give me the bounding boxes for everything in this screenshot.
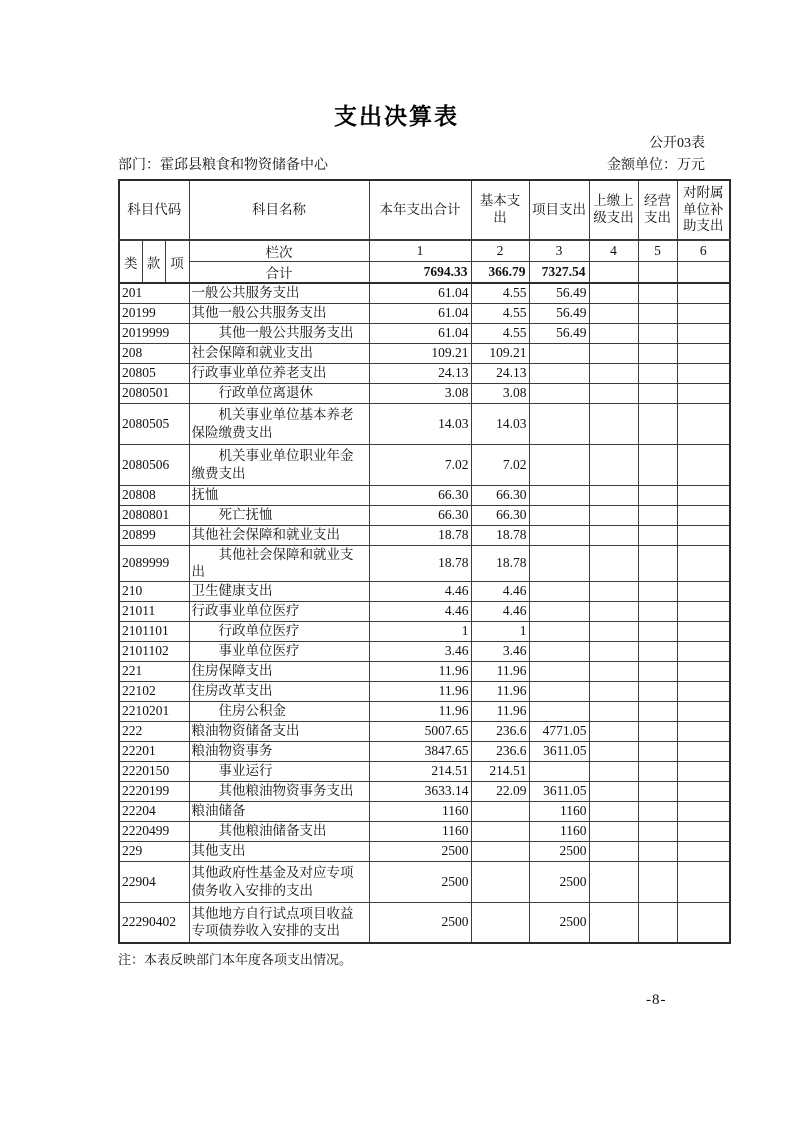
value-cell [589, 761, 638, 781]
table-row [119, 283, 730, 303]
value-cell: 24.13 [369, 363, 471, 383]
value-cell: 2500 [529, 861, 589, 902]
subject-code-cell: 22201 [119, 741, 189, 761]
value-cell [638, 721, 677, 741]
value-cell: 14.03 [369, 403, 471, 444]
page-title: 支出决算表 [334, 103, 459, 129]
table-number-label: 公开03表 [649, 136, 705, 151]
subject-code-cell: 20899 [119, 525, 189, 545]
table-row [119, 841, 730, 861]
total-value: 7694.33 [369, 262, 471, 284]
subject-name-cell: 其他一般公共服务支出 [189, 303, 369, 323]
meta-row [118, 156, 729, 176]
value-cell [589, 821, 638, 841]
subject-name-cell: 其他一般公共服务支出 [189, 323, 369, 343]
value-cell [677, 581, 730, 601]
value-cell: 11.96 [471, 681, 529, 701]
value-cell [677, 681, 730, 701]
value-cell [677, 781, 730, 801]
value-cell: 2500 [369, 902, 471, 943]
value-cell [677, 485, 730, 505]
table-row [119, 801, 730, 821]
value-cell: 2500 [369, 841, 471, 861]
value-cell [677, 741, 730, 761]
value-cell [589, 581, 638, 601]
value-cell [638, 861, 677, 902]
subject-name-cell: 其他粮油物资事务支出 [189, 781, 369, 801]
value-cell [638, 505, 677, 525]
value-cell [638, 581, 677, 601]
value-cell: 3611.05 [529, 741, 589, 761]
value-cell [677, 721, 730, 741]
subject-code-cell: 2220150 [119, 761, 189, 781]
subject-code-cell: 20199 [119, 303, 189, 323]
value-cell [638, 681, 677, 701]
value-cell [677, 283, 730, 303]
value-cell [529, 621, 589, 641]
table-row [119, 363, 730, 383]
subject-code-cell: 22290402 [119, 902, 189, 943]
header-col-number: 5 [638, 240, 677, 262]
value-cell: 61.04 [369, 303, 471, 323]
value-cell: 18.78 [369, 525, 471, 545]
total-label: 合计 [189, 262, 369, 284]
value-cell [677, 525, 730, 545]
subject-name-cell: 卫生健康支出 [189, 581, 369, 601]
header-subject-name: 科目名称 [189, 180, 369, 240]
value-cell [638, 343, 677, 363]
subject-code-cell: 20805 [119, 363, 189, 383]
value-cell [589, 681, 638, 701]
header-subject-code: 科目代码 [119, 180, 189, 240]
value-cell [529, 343, 589, 363]
value-cell [471, 861, 529, 902]
table-row [119, 741, 730, 761]
table-row [119, 383, 730, 403]
value-cell [677, 902, 730, 943]
subject-name-cell: 事业单位医疗 [189, 641, 369, 661]
table-row [119, 323, 730, 343]
value-cell: 4.46 [471, 581, 529, 601]
value-cell: 1160 [369, 801, 471, 821]
subject-name-cell: 其他政府性基金及对应专项债务收入安排的支出 [189, 861, 369, 902]
subject-code-cell: 210 [119, 581, 189, 601]
value-cell [638, 902, 677, 943]
value-cell [638, 841, 677, 861]
value-cell: 236.6 [471, 721, 529, 741]
department-label: 部门：霍邱县粮食和物资储备中心 [118, 158, 328, 173]
page-number: -8- [646, 992, 667, 1008]
unit-label: 金额单位：万元 [607, 158, 705, 173]
value-cell: 3.46 [471, 641, 529, 661]
value-cell [638, 741, 677, 761]
value-cell [589, 861, 638, 902]
table-row [119, 485, 730, 505]
value-cell: 18.78 [471, 545, 529, 581]
footnote: 注：本表反映部门本年度各项支出情况。 [118, 952, 353, 968]
value-cell [638, 661, 677, 681]
table-row [119, 641, 730, 661]
value-cell: 5007.65 [369, 721, 471, 741]
value-cell [589, 801, 638, 821]
table-row [119, 545, 730, 581]
table-row [119, 505, 730, 525]
header-total-expenditure: 本年支出合计 [369, 180, 471, 240]
value-cell: 4.55 [471, 323, 529, 343]
subject-code-cell: 229 [119, 841, 189, 861]
value-cell [589, 444, 638, 485]
value-cell: 3.08 [471, 383, 529, 403]
value-cell [677, 323, 730, 343]
value-cell [677, 821, 730, 841]
value-cell [589, 701, 638, 721]
value-cell: 1 [369, 621, 471, 641]
value-cell [529, 545, 589, 581]
value-cell: 4.55 [471, 303, 529, 323]
header-col-number: 4 [589, 240, 638, 262]
value-cell [589, 525, 638, 545]
value-cell [638, 323, 677, 343]
value-cell: 66.30 [369, 505, 471, 525]
value-cell: 11.96 [369, 661, 471, 681]
value-cell: 4.46 [471, 601, 529, 621]
value-cell [529, 661, 589, 681]
value-cell: 18.78 [471, 525, 529, 545]
subject-name-cell: 事业运行 [189, 761, 369, 781]
value-cell [529, 383, 589, 403]
header-col-number: 2 [471, 240, 529, 262]
subject-code-cell: 2080501 [119, 383, 189, 403]
value-cell [638, 403, 677, 444]
value-cell [638, 821, 677, 841]
table-row [119, 701, 730, 721]
value-cell: 14.03 [471, 403, 529, 444]
value-cell [589, 721, 638, 741]
subject-name-cell: 其他社会保障和就业支出 [189, 545, 369, 581]
value-cell [677, 303, 730, 323]
value-cell [589, 323, 638, 343]
value-cell [589, 545, 638, 581]
subject-code-cell: 20808 [119, 485, 189, 505]
value-cell [638, 383, 677, 403]
subject-name-cell: 住房公积金 [189, 701, 369, 721]
subject-code-cell: 2220199 [119, 781, 189, 801]
subject-code-cell: 22102 [119, 681, 189, 701]
subject-name-cell: 住房保障支出 [189, 661, 369, 681]
value-cell [589, 505, 638, 525]
header-operating-expenditure: 经营支出 [638, 180, 677, 240]
value-cell: 61.04 [369, 283, 471, 303]
value-cell [677, 761, 730, 781]
table-row [119, 821, 730, 841]
table-row [119, 902, 730, 943]
value-cell: 2500 [529, 902, 589, 943]
header-col-number: 1 [369, 240, 471, 262]
value-cell [677, 505, 730, 525]
value-cell: 7.02 [471, 444, 529, 485]
subject-name-cell: 其他地方自行试点项目收益专项债券收入安排的支出 [189, 902, 369, 943]
value-cell [677, 801, 730, 821]
value-cell [638, 601, 677, 621]
value-cell: 66.30 [471, 485, 529, 505]
value-cell [638, 283, 677, 303]
subject-name-cell: 其他支出 [189, 841, 369, 861]
value-cell: 4771.05 [529, 721, 589, 741]
subject-code-cell: 22904 [119, 861, 189, 902]
value-cell [677, 545, 730, 581]
value-cell [589, 841, 638, 861]
value-cell [677, 861, 730, 902]
subject-code-cell: 201 [119, 283, 189, 303]
total-value: 7327.54 [529, 262, 589, 284]
value-cell [589, 363, 638, 383]
value-cell: 4.46 [369, 601, 471, 621]
value-cell [529, 581, 589, 601]
value-cell [589, 601, 638, 621]
value-cell: 61.04 [369, 323, 471, 343]
value-cell [529, 403, 589, 444]
subject-name-cell: 机关事业单位职业年金缴费支出 [189, 444, 369, 485]
value-cell [529, 363, 589, 383]
value-cell [677, 403, 730, 444]
table-row [119, 681, 730, 701]
value-cell [677, 841, 730, 861]
value-cell [677, 701, 730, 721]
value-cell [529, 601, 589, 621]
subject-name-cell: 机关事业单位基本养老保险缴费支出 [189, 403, 369, 444]
table-header [119, 180, 730, 283]
value-cell [529, 485, 589, 505]
expenditure-table [118, 179, 731, 944]
value-cell [677, 621, 730, 641]
subject-name-cell: 住房改革支出 [189, 681, 369, 701]
value-cell [677, 343, 730, 363]
value-cell: 214.51 [471, 761, 529, 781]
table-row [119, 601, 730, 621]
value-cell: 2500 [529, 841, 589, 861]
header-code-item: 项 [165, 240, 189, 283]
value-cell [638, 641, 677, 661]
value-cell: 11.96 [369, 681, 471, 701]
value-cell: 3633.14 [369, 781, 471, 801]
value-cell: 66.30 [471, 505, 529, 525]
value-cell [677, 661, 730, 681]
subject-name-cell: 死亡抚恤 [189, 505, 369, 525]
table-row [119, 581, 730, 601]
header-row-titles [119, 180, 730, 240]
subject-name-cell: 粮油物资事务 [189, 741, 369, 761]
value-cell: 3.08 [369, 383, 471, 403]
value-cell [638, 444, 677, 485]
table-row [119, 403, 730, 444]
value-cell [638, 545, 677, 581]
value-cell [529, 444, 589, 485]
value-cell [589, 621, 638, 641]
value-cell: 214.51 [369, 761, 471, 781]
value-cell: 2500 [369, 861, 471, 902]
value-cell: 109.21 [471, 343, 529, 363]
value-cell [638, 701, 677, 721]
subject-code-cell: 221 [119, 661, 189, 681]
value-cell: 3.46 [369, 641, 471, 661]
value-cell [529, 701, 589, 721]
value-cell [677, 383, 730, 403]
value-cell: 1 [471, 621, 529, 641]
table-row [119, 525, 730, 545]
value-cell: 11.96 [471, 661, 529, 681]
value-cell [529, 641, 589, 661]
value-cell [589, 781, 638, 801]
header-code-section: 款 [142, 240, 165, 283]
subject-name-cell: 行政事业单位医疗 [189, 601, 369, 621]
content-area [118, 134, 729, 968]
value-cell [589, 403, 638, 444]
value-cell: 1160 [369, 821, 471, 841]
header-subsidy-expenditure: 对附属单位补助支出 [677, 180, 730, 240]
value-cell [638, 801, 677, 821]
value-cell: 11.96 [369, 701, 471, 721]
table-row [119, 721, 730, 741]
value-cell [677, 601, 730, 621]
table-row [119, 661, 730, 681]
table-row [119, 861, 730, 902]
subject-name-cell: 粮油物资储备支出 [189, 721, 369, 741]
table-row [119, 444, 730, 485]
value-cell [589, 283, 638, 303]
value-cell: 3847.65 [369, 741, 471, 761]
value-cell [471, 801, 529, 821]
value-cell [589, 741, 638, 761]
total-value [589, 262, 638, 284]
value-cell [677, 363, 730, 383]
table-body [119, 283, 730, 943]
value-cell [638, 781, 677, 801]
value-cell [638, 525, 677, 545]
subject-name-cell: 行政单位离退休 [189, 383, 369, 403]
value-cell [589, 902, 638, 943]
subject-code-cell: 222 [119, 721, 189, 741]
value-cell [471, 841, 529, 861]
value-cell: 4.46 [369, 581, 471, 601]
value-cell: 66.30 [369, 485, 471, 505]
value-cell [529, 525, 589, 545]
value-cell: 7.02 [369, 444, 471, 485]
subject-code-cell: 2080505 [119, 403, 189, 444]
value-cell: 1160 [529, 821, 589, 841]
value-cell: 1160 [529, 801, 589, 821]
value-cell: 3611.05 [529, 781, 589, 801]
subject-code-cell: 2080801 [119, 505, 189, 525]
subject-name-cell: 社会保障和就业支出 [189, 343, 369, 363]
subject-code-cell: 21011 [119, 601, 189, 621]
total-value [638, 262, 677, 284]
table-row [119, 621, 730, 641]
subject-name-cell: 其他粮油储备支出 [189, 821, 369, 841]
header-upturn-expenditure: 上缴上级支出 [589, 180, 638, 240]
header-basic-expenditure: 基本支出 [471, 180, 529, 240]
table-row [119, 781, 730, 801]
value-cell [471, 821, 529, 841]
value-cell: 109.21 [369, 343, 471, 363]
subject-code-cell: 208 [119, 343, 189, 363]
value-cell: 56.49 [529, 283, 589, 303]
value-cell [638, 761, 677, 781]
value-cell: 56.49 [529, 303, 589, 323]
header-col-number: 6 [677, 240, 730, 262]
value-cell [529, 681, 589, 701]
subject-code-cell: 2101102 [119, 641, 189, 661]
value-cell [589, 343, 638, 363]
subject-code-cell: 2210201 [119, 701, 189, 721]
subject-name-cell: 其他社会保障和就业支出 [189, 525, 369, 545]
subject-code-cell: 2019999 [119, 323, 189, 343]
value-cell [677, 641, 730, 661]
subject-code-cell: 2220499 [119, 821, 189, 841]
value-cell: 236.6 [471, 741, 529, 761]
header-code-class: 类 [119, 240, 142, 283]
subject-code-cell: 2101101 [119, 621, 189, 641]
value-cell [638, 363, 677, 383]
value-cell: 56.49 [529, 323, 589, 343]
value-cell: 22.09 [471, 781, 529, 801]
total-value: 366.79 [471, 262, 529, 284]
total-row [119, 262, 730, 284]
value-cell [589, 383, 638, 403]
value-cell [589, 485, 638, 505]
subject-code-cell: 2089999 [119, 545, 189, 581]
value-cell [529, 761, 589, 781]
value-cell [589, 303, 638, 323]
value-cell [529, 505, 589, 525]
table-row [119, 761, 730, 781]
value-cell: 11.96 [471, 701, 529, 721]
subject-code-cell: 2080506 [119, 444, 189, 485]
value-cell [589, 661, 638, 681]
value-cell [638, 621, 677, 641]
header-project-expenditure: 项目支出 [529, 180, 589, 240]
value-cell [471, 902, 529, 943]
value-cell [677, 444, 730, 485]
header-row-column-index [119, 240, 730, 262]
value-cell [638, 485, 677, 505]
value-cell: 4.55 [471, 283, 529, 303]
value-cell [589, 641, 638, 661]
value-cell: 24.13 [471, 363, 529, 383]
value-cell: 18.78 [369, 545, 471, 581]
subject-name-cell: 粮油储备 [189, 801, 369, 821]
subject-name-cell: 一般公共服务支出 [189, 283, 369, 303]
subject-name-cell: 行政单位医疗 [189, 621, 369, 641]
subject-name-cell: 抚恤 [189, 485, 369, 505]
header-lanci: 栏次 [189, 240, 369, 262]
table-row [119, 303, 730, 323]
table-row [119, 343, 730, 363]
value-cell [638, 303, 677, 323]
total-value [677, 262, 730, 284]
subject-name-cell: 行政事业单位养老支出 [189, 363, 369, 383]
header-col-number: 3 [529, 240, 589, 262]
subject-code-cell: 22204 [119, 801, 189, 821]
